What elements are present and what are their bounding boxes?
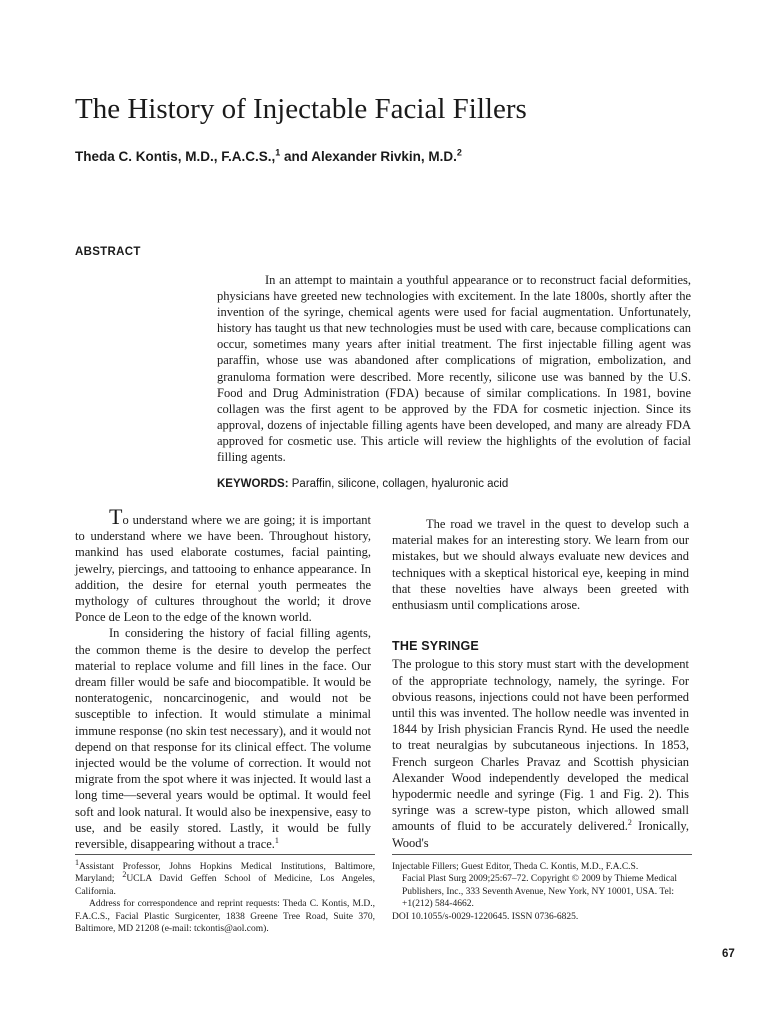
citation-2: 2 xyxy=(627,818,632,828)
citation-1: 1 xyxy=(274,835,279,845)
affiliation-mark-1: 1 xyxy=(75,857,79,867)
author-connector: and xyxy=(280,149,312,164)
author-line xyxy=(75,149,695,164)
syringe-text-b: Ironically, Wood's xyxy=(392,819,689,850)
affiliation-2: UCLA David Geffen School of Medicine, Los Angeles, California. xyxy=(75,874,375,897)
left-column xyxy=(75,504,371,852)
copyright-info: Facial Plast Surg 2009;25:67–72. Copyright © 2009 by Thieme Medical Publishers, Inc., 333 Seventh Avenue, New York, NY 10001, USA. Tel: +1(212) 584-4662. xyxy=(402,874,677,910)
intro-paragraph-text: o understand where we are going; it is important to understand where we have been. Throughout history, mankind has used elaborate costumes, facial painting, jewelry, piercings, and tattooing to enhance appearance. In addition, the desire for eternal youth permeates the mythology of cultures throughout the world; it drove Ponce de Leon to the edge of the known world. xyxy=(75,513,371,625)
body-paragraph-2 xyxy=(75,625,371,852)
keywords xyxy=(217,478,691,490)
section-heading-syringe: THE SYRINGE xyxy=(392,639,479,654)
author-1: Theda C. Kontis, M.D., F.A.C.S., xyxy=(75,149,276,164)
author-1-affiliation: 1 xyxy=(275,147,281,158)
syringe-text-a: The prologue to this story must start with the development of the appropriate technology, namely, the syringe. For obvious reasons, injections could not have been performed until this was invented. The hollow needle was invented in 1844 by Irish physician Francis Rynd. He used the needle to treat neuralgias by subcutaneous injections. In 1853, French surgeon Charles Pravaz and Scottish physician Alexander Wood independently developed the medical hypodermic needle and syringe (Fig. 1 and Fig. 2). This syringe was a screw-type piston, which allowed small amounts of fluid to be accurately delivered. xyxy=(392,657,689,834)
affiliation-footnotes xyxy=(75,857,375,935)
correspondence-address: Address for correspondence and reprint requests: Theda C. Kontis, M.D., F.A.C.S., Facial Plastic Surgicenter, 1838 Greene Tree Road, Suite 370, Baltimore, MD 21208 (e-mail: tckontis@aol.com). xyxy=(75,899,375,935)
affiliation-1: Assistant Professor, Johns Hopkins Medical Institutions, Baltimore, Maryland; xyxy=(75,862,375,885)
author-2-affiliation: 2 xyxy=(456,147,462,158)
drop-cap: T xyxy=(109,504,123,529)
abstract-body: In an attempt to maintain a youthful appearance or to reconstruct facial deformities, physicians have greeted new technologies with excitement. In the late 1800s, shortly after the invention of the syringe, chemical agents were used for facial augmentation. Unfortunately, history has taught us that new technologies must be used with care, because complications can occur, sometimes many years after initial treatment. The first injectable filling agent was paraffin, whose use was abandoned after complications of migration, embolization, and granuloma formation were described. More recently, silicone use was banned by the U.S. Food and Drug Administration (FDA) because of similar complications. In 1981, bovine collagen was the first agent to be approved by the FDA for cosmetic injection. Since its approval, dozens of injectable filling agents have been developed, and many are already FDA approved for cosmetic use. This article will review the highlights of the evolution of facial filling agents. xyxy=(217,273,691,465)
keywords-text: Paraffin, silicone, collagen, hyaluronic acid xyxy=(288,478,509,490)
page-number: 67 xyxy=(722,948,735,960)
body-paragraph-3: The road we travel in the quest to develop such a material makes for an interesting story. We learn from our mistakes, but we should always evaluate new devices and techniques with a skeptical historical eye, keeping in mind that these novelties have always been greeted with enthusiasm until complications arose. xyxy=(392,517,689,613)
publication-info xyxy=(392,861,692,923)
abstract-heading: ABSTRACT xyxy=(75,246,141,258)
footnote-divider-right xyxy=(392,854,692,855)
right-column xyxy=(392,516,689,851)
intro-paragraph xyxy=(75,504,371,625)
article-title: The History of Injectable Facial Fillers xyxy=(75,93,527,125)
body-paragraph-2-text: In considering the history of facial filling agents, the common theme is the desire to develop the perfect material to replace volume and fill lines in the face. Our dream filler would be safe and biocompatible. It would be nonteratogenic, noncarcinogenic, and would not be susceptible to infection. It would stimulate a minimal immune response (no skin test necessary), and it would not depend on that response for its clinical effect. The volume injected would be the volume of correction. It would not migrate from the spot where it was injected. It would last a long time—several years would be optimal. It would feel soft and look natural. It would also be inexpensive, easy to use, and be easily stored. Lastly, it would be fully reversible, disappearing without a trace. xyxy=(75,626,371,852)
issue-info: Injectable Fillers; Guest Editor, Theda C. Kontis, M.D., F.A.C.S. xyxy=(392,862,639,872)
body-paragraph-syringe xyxy=(392,656,689,850)
keywords-label: KEYWORDS: xyxy=(217,478,289,490)
affiliation-mark-2: 2 xyxy=(122,870,127,880)
affiliation-note xyxy=(75,857,375,898)
author-2: Alexander Rivkin, M.D. xyxy=(311,149,457,164)
footnote-divider-left xyxy=(75,854,375,855)
doi-info: DOI 10.1055/s-0029-1220645. ISSN 0736-6825. xyxy=(392,911,579,922)
